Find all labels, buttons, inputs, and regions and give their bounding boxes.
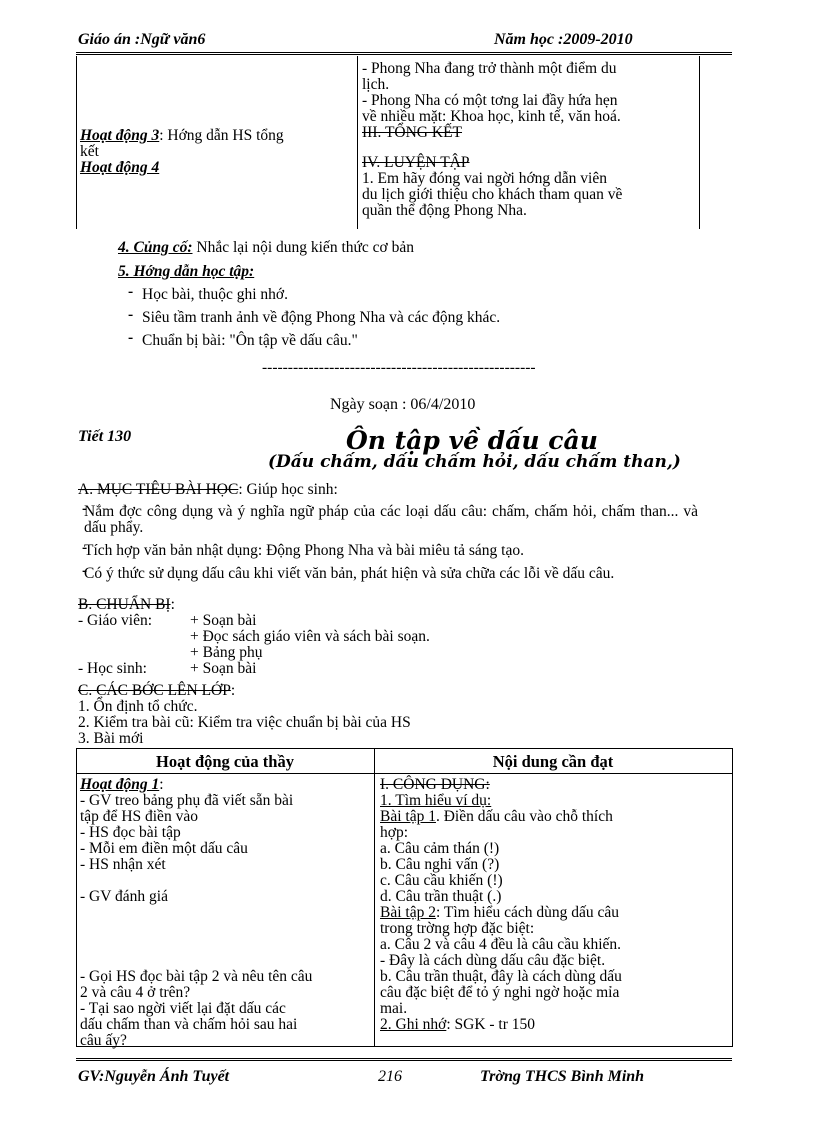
top-table-right [362, 61, 696, 219]
section-a [78, 482, 698, 582]
table-row: tập để HS điền vào [80, 808, 198, 825]
activity-3-text-cont: kết [80, 143, 99, 160]
homework-label: 5. Hớng dẫn học tập: [118, 263, 255, 280]
student-label: - Học sinh: [78, 660, 147, 677]
activity-1-label: Hoạt động 1 [80, 776, 160, 793]
table-left-column [80, 777, 369, 1049]
section-b-label: B. CHUẨN BỊ [78, 596, 171, 613]
answer-item: b. Câu nghi vấn (?) [380, 856, 500, 873]
answer-item: d. Câu trần thuật (.) [380, 888, 502, 905]
table-row: - Gọi HS đọc bài tập 2 và nêu tên câu [80, 968, 313, 985]
list-item: - Tích hợp văn bản nhật dụng: Động Phong Nha và bài miêu tả sáng tạo. [78, 543, 698, 559]
section-usage-heading: I. CÔNG DỤNG: [380, 776, 490, 793]
section-c-label: C. CÁC BỚC LÊN LỚP [78, 682, 231, 699]
footer-teacher: GV:Nguyễn Ánh Tuyết [78, 1068, 230, 1085]
table-row: 2 và câu 4 ở trên? [80, 984, 191, 1001]
exercise-2-label: Bài tập 2 [380, 904, 436, 921]
lesson-number: Tiết 130 [78, 428, 132, 445]
table-row: - GV treo bảng phụ đã viết sẵn bài [80, 792, 294, 809]
table-row: - Mỗi em điền một dấu câu [80, 840, 248, 857]
consolidate-label: 4. Củng cố: [118, 239, 193, 256]
date-line: Ngày soạn : 06/4/2010 [330, 396, 476, 413]
content-line: mai. [380, 1000, 408, 1017]
list-item: - Nắm đợc công dụng và ý nghĩa ngữ pháp của các loại dấu câu: chấm, chấm hỏi, chấm than... và dấu phẩy. [78, 504, 698, 536]
student-item: + Soạn bài [190, 660, 257, 677]
step-item: 3. Bài mới [78, 730, 144, 747]
separator: ----------------------------------------------------- [262, 359, 536, 376]
list-item: - Chuẩn bị bài: "Ôn tập về dấu câu." [124, 333, 724, 349]
section-c-text: : [230, 682, 236, 699]
column-header-content: Nội dung cần đạt [492, 752, 614, 771]
footer-page-number: 216 [378, 1068, 402, 1085]
header-left: Giáo án :Ngữ văn6 [78, 31, 206, 48]
top-table-left [80, 128, 352, 176]
activity-4-label: Hoạt động 4 [80, 159, 160, 176]
exercise-1-text-cont: hợp: [380, 824, 409, 841]
section-a-text: : Giúp học sinh: [238, 481, 338, 498]
example-heading: 1. Tìm hiểu ví dụ: [380, 792, 492, 809]
table-row: câu ấy? [80, 1032, 127, 1049]
content-line: a. Câu 2 và câu 4 đều là câu cầu khiến. [380, 936, 622, 953]
section-a-label: A. MỤC TIÊU BÀI HỌC [78, 481, 239, 498]
step-item: 1. Ổn định tổ chức. [78, 698, 198, 715]
table-row: - HS nhận xét [80, 856, 166, 873]
content-line: - Đây là cách dùng dấu câu đặc biệt. [380, 952, 606, 969]
teacher-item: + Soạn bài [190, 612, 257, 629]
content-line: quần thể động Phong Nha. [362, 202, 527, 219]
exercise-1-label: Bài tập 1 [380, 808, 436, 825]
footer-rule [76, 1058, 732, 1061]
list-item: - Siêu tầm tranh ảnh về động Phong Nha và các động khác. [124, 310, 724, 326]
section-b [78, 597, 698, 677]
homework-list [124, 287, 724, 349]
header-rule [76, 52, 732, 55]
table-right-column [380, 777, 728, 1033]
answer-item: a. Câu cảm thán (!) [380, 840, 500, 857]
table-row: - HS đọc bài tập [80, 824, 181, 841]
exercise-1-text: . Điền dấu câu vào chỗ thích [435, 808, 613, 825]
teacher-label: - Giáo viên: [78, 612, 153, 629]
list-item: - Có ý thức sử dụng dấu câu khi viết văn bản, phát hiện và sửa chữa các lỗi về dấu câu. [78, 566, 698, 582]
note-label: 2. Ghi nhớ [380, 1016, 447, 1033]
teacher-item: + Bảng phụ [190, 644, 263, 661]
exercise-2-text: : Tìm hiểu cách dùng dấu câu [435, 904, 620, 921]
table-row: - GV đánh giá [80, 888, 168, 905]
step-item: 2. Kiểm tra bài cũ: Kiểm tra việc chuẩn bị bài của HS [78, 714, 411, 731]
consolidate-text: Nhắc lại nội dung kiến thức cơ bản [192, 239, 414, 256]
table-row: dấu chấm than và chấm hỏi sau hai [80, 1016, 298, 1033]
section-b-text: : [170, 596, 175, 613]
content-line: du lịch giới thiệu cho khách tham quan về [362, 186, 623, 203]
lesson-title: Ôn tập về dấu câu [346, 426, 598, 455]
answer-item: c. Câu cầu khiến (!) [380, 872, 503, 889]
content-line: trong trờng hợp đặc biệt: [380, 920, 535, 937]
content-line: về nhiều mặt: Khoa học, kinh tế, văn hoá. [362, 108, 621, 125]
column-header-teacher: Hoạt động của thầy [156, 752, 294, 771]
activity-3-text: : Hớng dẫn HS tổng [159, 127, 284, 144]
content-line: câu đặc biệt để tỏ ý nghi ngờ hoặc mỉa [380, 984, 620, 1001]
note-text: : SGK - tr 150 [446, 1016, 536, 1033]
section-practice-heading: IV. LUYỆN TẬP [362, 154, 470, 171]
header-right: Năm học :2009-2010 [494, 31, 633, 48]
table-row: - Tại sao ngời viết lại đặt dấu các [80, 1000, 286, 1017]
activity-1-suffix: : [159, 776, 164, 793]
activity-3-label: Hoạt động 3 [80, 127, 160, 144]
section-summary-heading: III. TỔNG KẾT [362, 124, 463, 141]
content-line: 1. Em hãy đóng vai ngời hớng dẫn viên [362, 170, 607, 187]
content-line: b. Câu trần thuật, đây là cách dùng dấu [380, 968, 622, 985]
lesson-subtitle: (Dấu chấm, dấu chấm hỏi, dấu chấm than,) [268, 452, 681, 472]
content-line: - Phong Nha đang trở thành một điểm du [362, 60, 617, 77]
footer-school: Trờng THCS Bình Minh [480, 1068, 645, 1085]
list-item: - Học bài, thuộc ghi nhớ. [124, 287, 724, 303]
content-line: lịch. [362, 76, 390, 93]
teacher-item: + Đọc sách giáo viên và sách bài soạn. [190, 628, 430, 645]
content-line: - Phong Nha có một tơng lai đầy hứa hẹn [362, 92, 618, 109]
consolidate-line [118, 240, 414, 256]
section-c [78, 683, 698, 747]
